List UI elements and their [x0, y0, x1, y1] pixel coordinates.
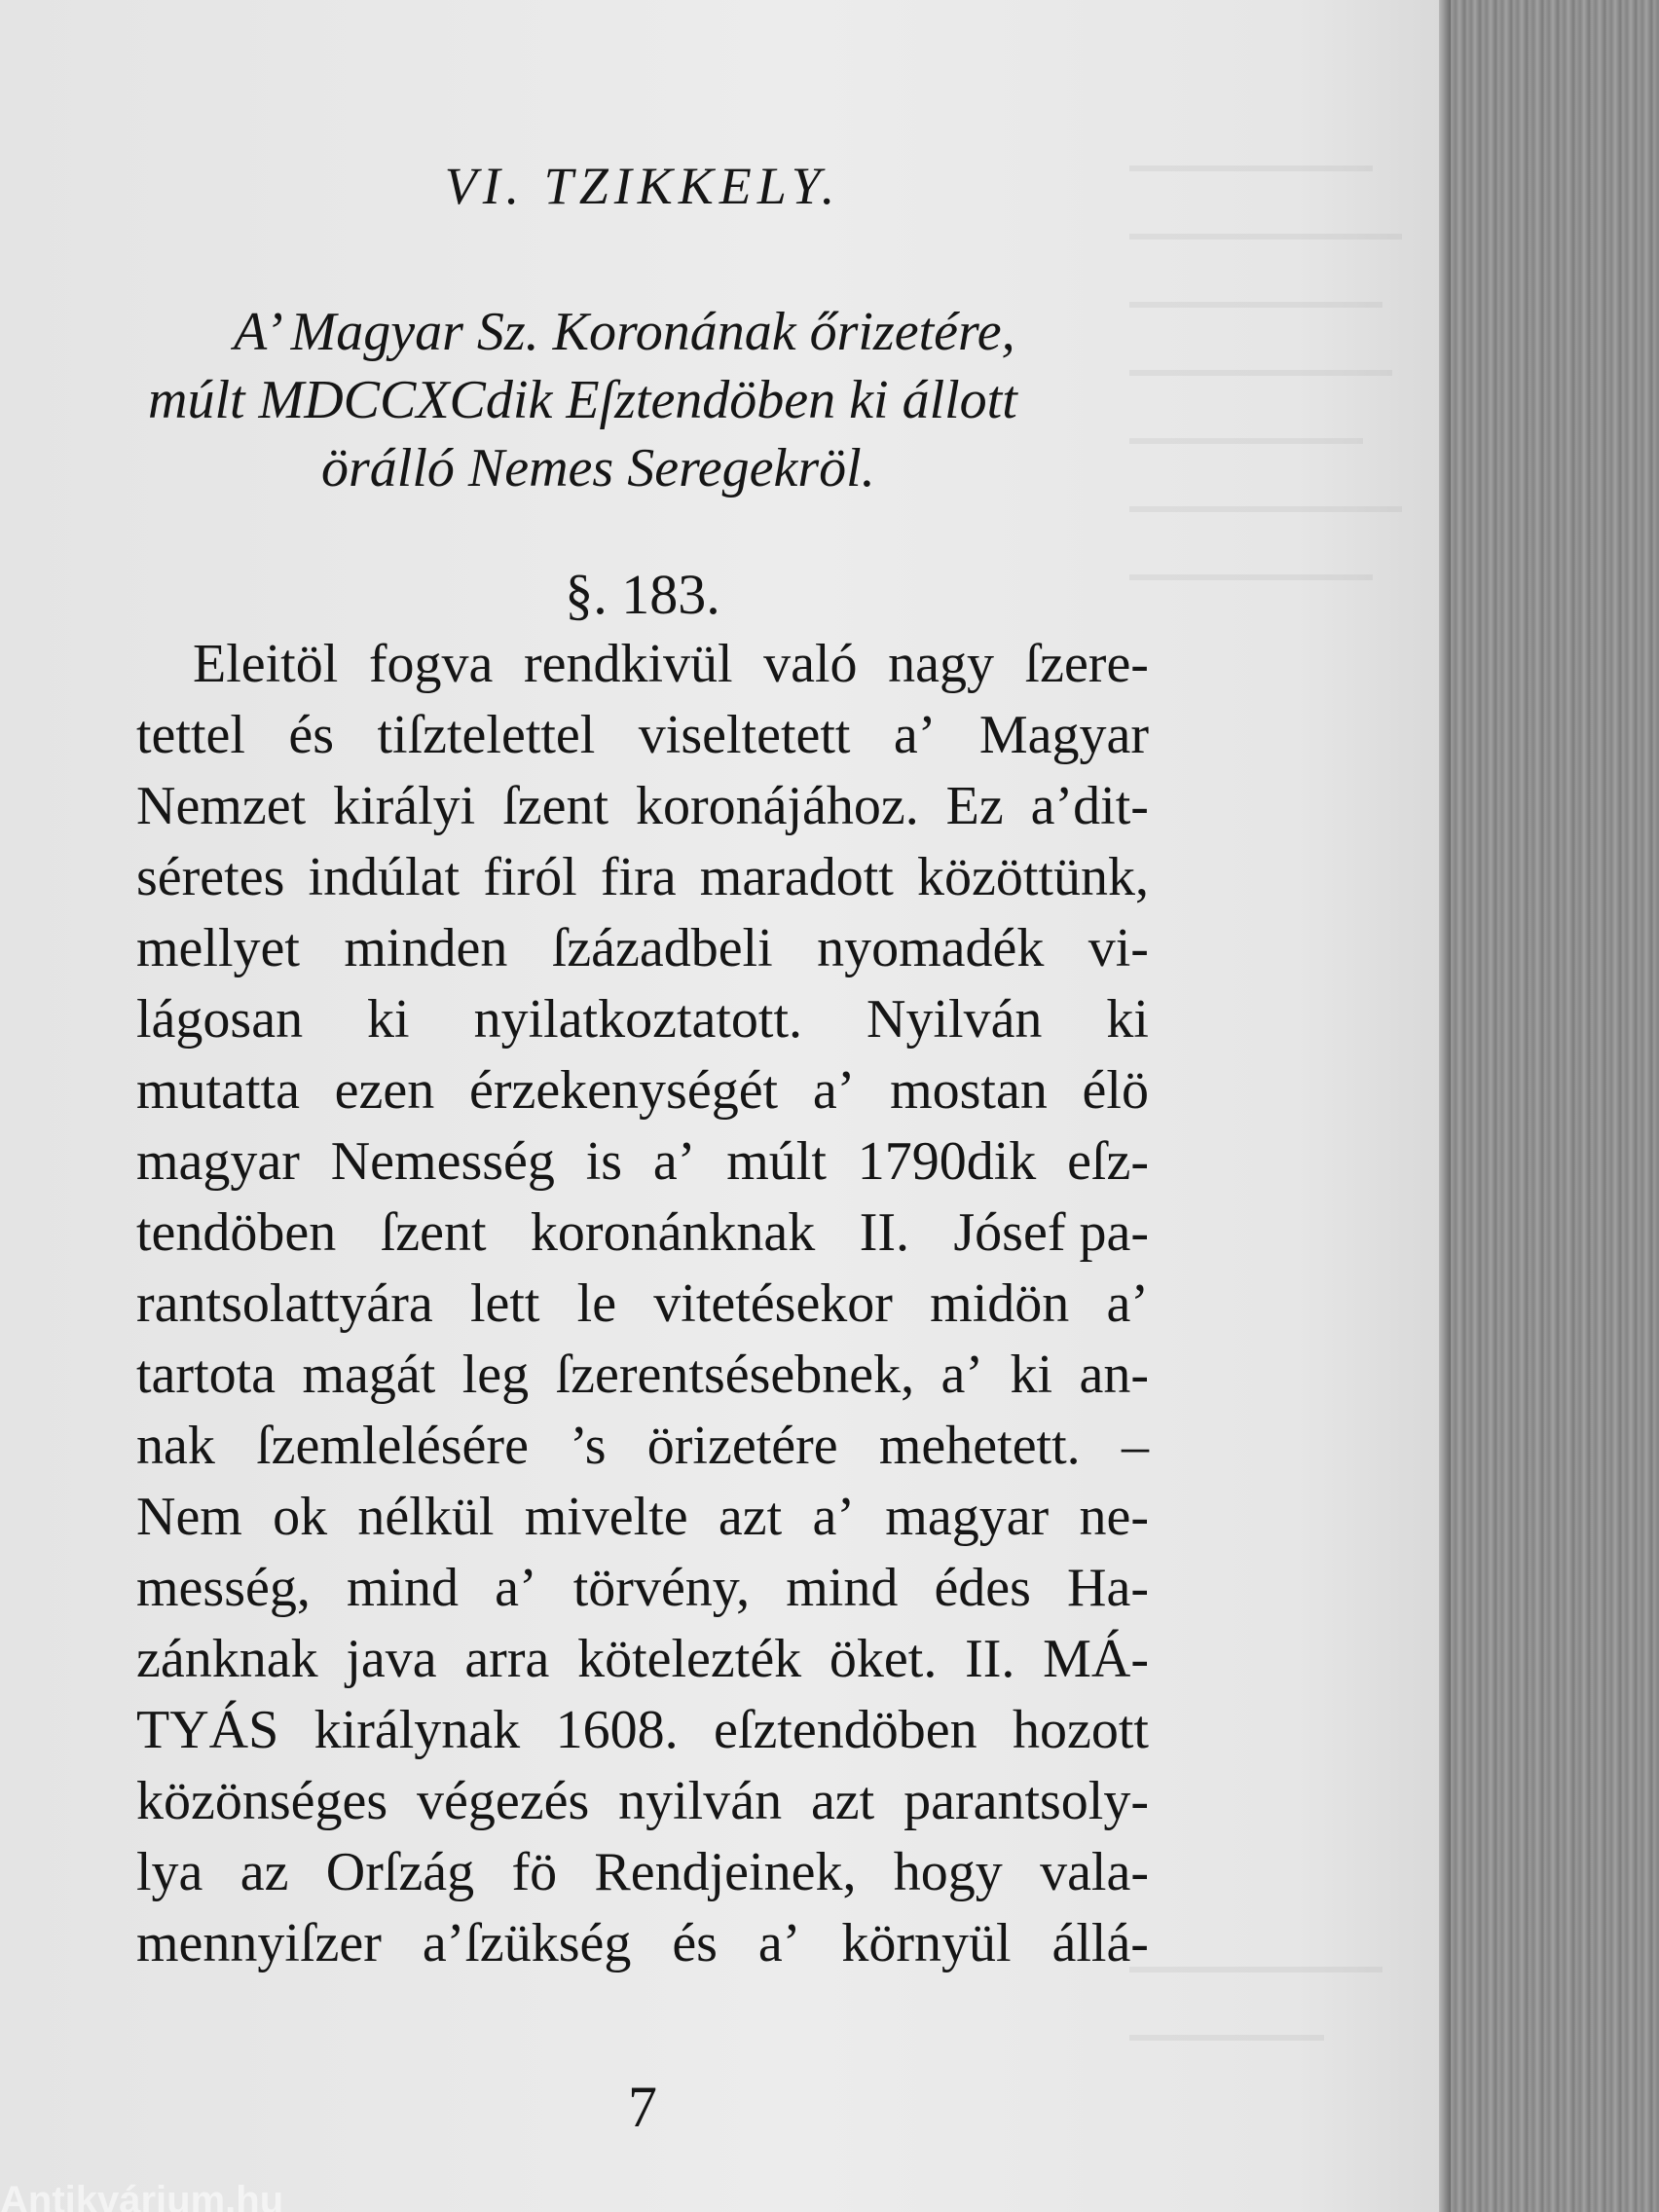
subtitle-line: A’ Magyar Sz. Koronának őrizetére,: [234, 302, 1015, 362]
word: II.: [859, 1202, 909, 1263]
word: fogva: [368, 634, 494, 694]
word: koronánknak: [530, 1202, 816, 1263]
word: TYÁS: [136, 1700, 279, 1760]
word: ki: [1010, 1345, 1053, 1405]
word: ſzerentsésebnek,: [555, 1345, 915, 1405]
word: Rendjeinek,: [594, 1842, 857, 1902]
word: végezés: [417, 1771, 590, 1831]
text-line: [136, 1055, 1149, 1126]
word: Nemesség: [330, 1131, 555, 1192]
text-line: [136, 1624, 1149, 1695]
body-paragraph: [136, 629, 1149, 1979]
word: mind: [346, 1558, 460, 1618]
word: Nem: [136, 1487, 242, 1547]
word: a’: [757, 1913, 801, 1973]
word: ki: [367, 989, 410, 1050]
word: mind: [786, 1558, 899, 1618]
word: nagy: [888, 634, 994, 694]
word: –: [1121, 1416, 1149, 1476]
word: lett: [469, 1273, 540, 1334]
word: nyilatkoztatott.: [473, 989, 803, 1050]
word: tiſztelettel: [377, 705, 596, 765]
word: arra: [464, 1629, 550, 1689]
word: magyar: [136, 1131, 300, 1192]
word: maradott: [699, 847, 894, 907]
word: és: [288, 705, 335, 765]
word: MÁ-: [1043, 1629, 1149, 1689]
word: azt: [718, 1487, 783, 1547]
word: nyilván: [618, 1771, 783, 1831]
word: ki: [1106, 989, 1149, 1050]
word: leg: [461, 1345, 530, 1405]
word: Ha-: [1067, 1558, 1149, 1618]
text-line: [136, 1553, 1149, 1624]
text-line: [136, 984, 1149, 1055]
word: mehetett.: [878, 1416, 1081, 1476]
word: Jósef pa-: [953, 1202, 1149, 1263]
word: hozott: [1013, 1700, 1149, 1760]
word: firól: [483, 847, 577, 907]
word: mostan: [890, 1060, 1048, 1121]
text-line: [136, 1695, 1149, 1766]
word: múlt: [726, 1131, 827, 1192]
text-line: [136, 771, 1149, 842]
text-line: [136, 1411, 1149, 1482]
word: vala-: [1040, 1842, 1149, 1902]
watermark-text: Antikvárium.hu: [0, 2179, 284, 2212]
word: ſzere-: [1024, 634, 1149, 694]
word: ſzemlelésére: [256, 1416, 529, 1476]
text-line: [136, 1126, 1149, 1198]
word: mutatta: [136, 1060, 300, 1121]
word: midön: [930, 1273, 1070, 1334]
text-line: [136, 1908, 1149, 1979]
word: környül: [841, 1913, 1012, 1973]
word: ſzázadbeli: [551, 918, 773, 978]
word: viseltetett: [638, 705, 851, 765]
word: magyar: [885, 1487, 1050, 1547]
word: ok: [273, 1487, 328, 1547]
word: azt: [810, 1771, 875, 1831]
text-line: [136, 1198, 1149, 1269]
word: tartota: [136, 1345, 276, 1405]
page-edge: [1439, 0, 1451, 2212]
word: Ez: [945, 776, 1004, 836]
word: vi-: [1088, 918, 1149, 978]
word: Nemzet: [136, 776, 307, 836]
word: eſztendöben: [714, 1700, 977, 1760]
page-text: [136, 127, 1149, 1979]
section-number: §. 183.: [565, 563, 720, 626]
word: a’: [893, 705, 937, 765]
word: lya: [136, 1842, 203, 1902]
word: édes: [934, 1558, 1031, 1618]
word: ſzent: [502, 776, 609, 836]
word: nak: [136, 1416, 215, 1476]
chapter-subtitle: [136, 298, 1149, 502]
word: tendöben: [136, 1202, 337, 1263]
word: az: [240, 1842, 289, 1902]
word: állá-: [1051, 1913, 1149, 1973]
word: a’: [495, 1558, 537, 1618]
word: mivelte: [524, 1487, 688, 1547]
text-line: [136, 1269, 1149, 1340]
word: élö: [1082, 1060, 1149, 1121]
text-line: [136, 1766, 1149, 1837]
word: a’: [812, 1060, 856, 1121]
word: koronájához.: [635, 776, 919, 836]
word: 1608.: [555, 1700, 679, 1760]
word: eſz-: [1067, 1131, 1149, 1192]
word: kötelezték: [577, 1629, 802, 1689]
word: közöttünk,: [917, 847, 1149, 907]
word: le: [576, 1273, 617, 1334]
word: zánknak: [136, 1629, 318, 1689]
text-line: [136, 1482, 1149, 1553]
word: ezen: [334, 1060, 435, 1121]
word: parantsoly-: [903, 1771, 1149, 1831]
word: királyi: [333, 776, 476, 836]
word: II.: [965, 1629, 1015, 1689]
word: Eleitöl: [193, 634, 339, 694]
word: közönséges: [136, 1771, 388, 1831]
word: nyomadék: [817, 918, 1045, 978]
word: öket.: [829, 1629, 938, 1689]
word: messég,: [136, 1558, 311, 1618]
word: Nyilván: [866, 989, 1043, 1050]
word: 1790dik: [857, 1131, 1037, 1192]
word: örizetére: [646, 1416, 838, 1476]
word: mennyiſzer: [136, 1913, 382, 1973]
text-line: [136, 842, 1149, 913]
word: tettel: [136, 705, 245, 765]
subtitle-line: örálló Nemes Seregekröl.: [321, 438, 875, 498]
word: rantsolattyára: [136, 1273, 433, 1334]
word: érzekenységét: [468, 1060, 779, 1121]
text-line: [136, 1837, 1149, 1908]
word: törvény,: [572, 1558, 751, 1618]
word: rendkivül: [523, 634, 733, 694]
text-line: [136, 913, 1149, 984]
word: magát: [302, 1345, 436, 1405]
word: a’dit-: [1030, 776, 1149, 836]
word: ne-: [1079, 1487, 1149, 1547]
word: mellyet: [136, 918, 300, 978]
word: való: [763, 634, 858, 694]
word: nélkül: [357, 1487, 495, 1547]
word: Orſzág: [325, 1842, 475, 1902]
word: is: [585, 1131, 623, 1192]
text-line: [136, 629, 1149, 700]
word: ſzent: [380, 1202, 487, 1263]
word: fö: [511, 1842, 558, 1902]
word: királynak: [313, 1700, 521, 1760]
word: séretes: [136, 847, 285, 907]
word: fira: [600, 847, 677, 907]
word: a’ſzükség: [422, 1913, 632, 1973]
word: indúlat: [308, 847, 461, 907]
word: a’: [1106, 1273, 1149, 1334]
subtitle-line: múlt MDCCXCdik Eſztendöben ki állott: [148, 370, 1017, 430]
word: ’s: [570, 1416, 607, 1476]
word: java: [346, 1629, 437, 1689]
word: hogy: [893, 1842, 1003, 1902]
chapter-title: VI. TZIKKELY.: [444, 157, 841, 215]
word: a’: [652, 1131, 696, 1192]
word: a’: [812, 1487, 855, 1547]
word: Magyar: [978, 705, 1149, 765]
word: vitetésekor: [653, 1273, 893, 1334]
word: és: [672, 1913, 718, 1973]
text-line: [136, 1340, 1149, 1411]
word: lágosan: [136, 989, 304, 1050]
page-number: 7: [628, 2075, 657, 2139]
word: minden: [344, 918, 508, 978]
word: a’: [940, 1345, 984, 1405]
word: an-: [1079, 1345, 1149, 1405]
text-line: [136, 700, 1149, 771]
